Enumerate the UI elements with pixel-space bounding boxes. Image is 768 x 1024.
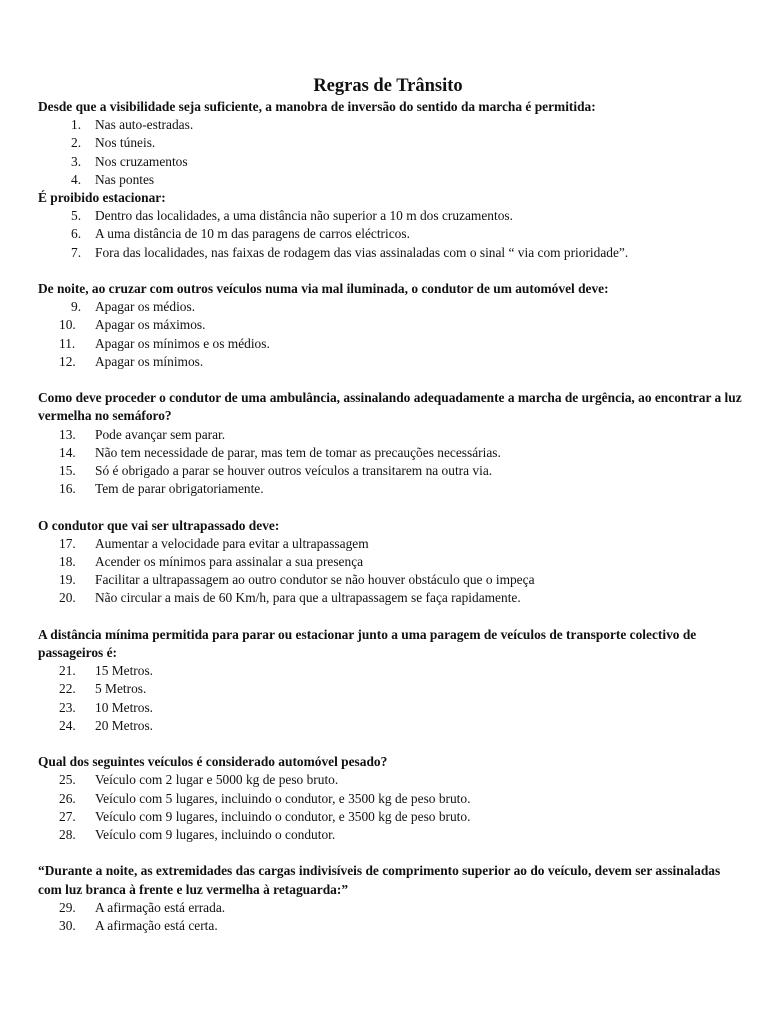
question-text: De noite, ao cruzar com outros veículos numa via mal iluminada, o condutor de um automóvel deve: (38, 281, 609, 297)
answer-text: Pode avançar sem parar. (95, 426, 226, 442)
answer-list (38, 771, 744, 844)
question-block (38, 862, 744, 935)
answer-list (38, 535, 744, 608)
document-body (38, 98, 744, 935)
answer-text: A uma distância de 10 m das paragens de carros eléctricos. (95, 226, 410, 242)
answer-item (38, 225, 744, 243)
answer-text: Nas auto-estradas. (95, 117, 194, 133)
answer-item (38, 171, 744, 189)
answer-text: Apagar os médios. (95, 299, 196, 315)
answer-item (38, 680, 744, 698)
answer-number: 1. (71, 117, 82, 133)
answer-item (38, 316, 744, 334)
answer-number: 23. (59, 699, 76, 715)
question-text: Como deve proceder o condutor de uma ambulância, assinalando adequadamente a marcha de urgência, ao encontrar a luz vermelha no semáforo? (38, 390, 742, 424)
answer-item (38, 699, 744, 717)
question-text: O condutor que vai ser ultrapassado deve: (38, 517, 280, 533)
question-block (38, 389, 744, 498)
answer-number: 25. (59, 772, 76, 788)
question-text: É proibido estacionar: (38, 190, 166, 206)
question-block (38, 626, 744, 735)
answer-number: 10. (59, 317, 76, 333)
answer-text: Veículo com 5 lugares, incluindo o condutor, e 3500 kg de peso bruto. (95, 790, 471, 806)
answer-list (38, 207, 744, 262)
answer-text: Facilitar a ultrapassagem ao outro condutor se não houver obstáculo que o impeça (95, 572, 535, 588)
answer-number: 24. (59, 717, 76, 733)
question-text: Qual dos seguintes veículos é considerado automóvel pesado? (38, 754, 388, 770)
answer-item (38, 298, 744, 316)
answer-list (38, 662, 744, 735)
answer-text: Aumentar a velocidade para evitar a ultrapassagem (95, 535, 369, 551)
answer-number: 15. (59, 463, 76, 479)
answer-item (38, 571, 744, 589)
answer-text: Dentro das localidades, a uma distância não superior a 10 m dos cruzamentos. (95, 208, 513, 224)
answer-text: Veículo com 9 lugares, incluindo o condutor. (95, 827, 336, 843)
answer-text: Fora das localidades, nas faixas de rodagem das vias assinaladas com o sinal “ via com prioridade”. (95, 244, 629, 260)
answer-text: Apagar os máximos. (95, 317, 206, 333)
answer-text: 10 Metros. (95, 699, 154, 715)
answer-number: 11. (59, 335, 76, 351)
answer-number: 22. (59, 681, 76, 697)
section-gap (38, 735, 744, 753)
answer-text: Acender os mínimos para assinalar a sua presença (95, 554, 364, 570)
question-block (38, 98, 744, 189)
section-gap (38, 608, 744, 626)
answer-list (38, 298, 744, 371)
answer-item (38, 917, 744, 935)
page-title: Regras de Trânsito (313, 76, 463, 96)
answer-number: 3. (71, 153, 82, 169)
question-text: Desde que a visibilidade seja suficiente, a manobra de inversão do sentido da marcha é permitida: (38, 99, 596, 114)
answer-list (38, 426, 744, 499)
question-text: A distância mínima permitida para parar ou estacionar junto a uma paragem de veículos de transporte colectivo de passageiros é: (38, 626, 697, 661)
answer-item (38, 662, 744, 680)
answer-item (38, 207, 744, 225)
answer-text: 15 Metros. (95, 663, 154, 679)
question-block (38, 517, 744, 608)
answer-item (38, 335, 744, 353)
answer-number: 13. (59, 426, 76, 442)
answer-item (38, 480, 744, 498)
question-text: “Durante a noite, as extremidades das cargas indivisíveis de comprimento superior ao do veículo, devem ser assinaladas com luz branca à frente e luz vermelha à retaguarda:” (38, 863, 721, 897)
answer-item (38, 790, 744, 808)
answer-item (38, 462, 744, 480)
answer-number: 27. (59, 808, 76, 824)
section-gap (38, 262, 744, 280)
section-gap (38, 498, 744, 516)
answer-text: Não tem necessidade de parar, mas tem de tomar as precauções necessárias. (95, 444, 501, 460)
answer-text: Tem de parar obrigatoriamente. (95, 481, 264, 497)
answer-item (38, 244, 744, 262)
answer-item (38, 134, 744, 152)
answer-number: 12. (59, 353, 76, 369)
answer-number: 19. (59, 572, 76, 588)
answer-number: 14. (59, 444, 76, 460)
answer-number: 18. (59, 554, 76, 570)
answer-number: 9. (71, 299, 82, 315)
answer-number: 5. (71, 208, 82, 224)
answer-text: Veículo com 9 lugares, incluindo o condutor, e 3500 kg de peso bruto. (95, 808, 471, 824)
answer-text: Só é obrigado a parar se houver outros veículos a transitarem na outra via. (95, 463, 493, 479)
answer-item (38, 353, 744, 371)
answer-text: Nas pontes (95, 171, 155, 187)
answer-number: 6. (71, 226, 82, 242)
answer-item (38, 717, 744, 735)
answer-text: Nos cruzamentos (95, 153, 188, 169)
answer-item (38, 808, 744, 826)
section-gap (38, 844, 744, 862)
answer-text: Veículo com 2 lugar e 5000 kg de peso bruto. (95, 772, 339, 788)
answer-number: 16. (59, 481, 76, 497)
answer-text: 20 Metros. (95, 717, 154, 733)
answer-item (38, 589, 744, 607)
answer-item (38, 899, 744, 917)
answer-number: 28. (59, 827, 76, 843)
answer-number: 7. (71, 244, 82, 260)
answer-text: Não circular a mais de 60 Km/h, para que a ultrapassagem se faça rapidamente. (95, 590, 521, 606)
answer-text: Apagar os mínimos e os médios. (95, 335, 270, 351)
answer-text: 5 Metros. (95, 681, 147, 697)
answer-text: Apagar os mínimos. (95, 353, 204, 369)
answer-text: A afirmação está errada. (95, 899, 226, 915)
answer-item (38, 116, 744, 134)
question-block (38, 753, 744, 844)
answer-number: 21. (59, 663, 76, 679)
answer-item (38, 826, 744, 844)
answer-item (38, 553, 744, 571)
answer-number: 26. (59, 790, 76, 806)
answer-list (38, 116, 744, 189)
answer-number: 30. (59, 918, 76, 934)
question-block (38, 280, 744, 371)
answer-item (38, 444, 744, 462)
answer-item (38, 771, 744, 789)
section-gap (38, 371, 744, 389)
answer-item (38, 426, 744, 444)
answer-number: 20. (59, 590, 76, 606)
answer-text: Nos túneis. (95, 135, 156, 151)
question-block (38, 189, 744, 262)
answer-text: A afirmação está certa. (95, 918, 218, 934)
answer-number: 4. (71, 171, 82, 187)
answer-number: 29. (59, 899, 76, 915)
answer-number: 2. (71, 135, 82, 151)
answer-item (38, 153, 744, 171)
answer-list (38, 899, 744, 935)
answer-item (38, 535, 744, 553)
answer-number: 17. (59, 535, 76, 551)
